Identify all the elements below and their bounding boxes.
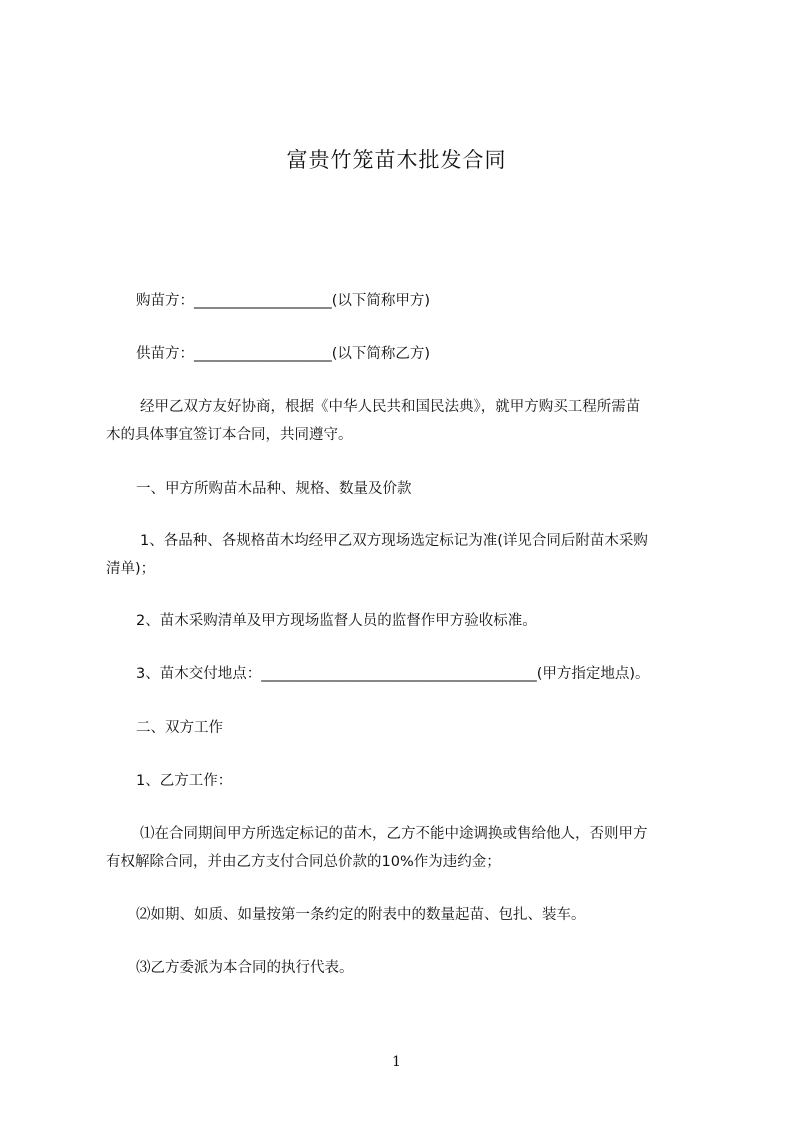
section-1-item-3: 3、苗木交付地点：______________________________________(甲方指定地点)。 bbox=[136, 666, 650, 682]
page-number: 1 bbox=[392, 1054, 401, 1070]
section-2-paragraph-3: ⑶乙方委派为本合同的执行代表。 bbox=[136, 960, 354, 976]
section-2-paragraph-2: ⑵如期、如质、如量按第一条约定的附表中的数量起苗、包扎、装车。 bbox=[136, 907, 586, 923]
section-1-item-1-line-2: 清单)； bbox=[106, 561, 156, 577]
section-2-paragraph-1-line-1: ⑴在合同期间甲方所选定标记的苗木，乙方不能中途调换或售给他人，否则甲方 bbox=[140, 826, 648, 842]
section-2-paragraph-1-line-2: 有权解除合同，并由乙方支付合同总价款的10%作为违约金； bbox=[106, 854, 501, 870]
intro-paragraph-line-2: 木的具体事宜签订本合同，共同遵守。 bbox=[106, 427, 353, 443]
section-2-heading: 二、双方工作 bbox=[136, 720, 223, 736]
section-1-item-2: 2、苗木采购清单及甲方现场监督人员的监督作甲方验收标准。 bbox=[136, 613, 537, 629]
intro-paragraph-line-1: 经甲乙双方友好协商，根据《中华人民共和国民法典》，就甲方购买工程所需苗 bbox=[140, 399, 641, 415]
document-title: 富贵竹笼苗木批发合同 bbox=[286, 148, 507, 172]
supplier-line: 供苗方：___________________(以下简称乙方) bbox=[136, 346, 431, 362]
section-1-heading: 一、甲方所购苗木品种、规格、数量及价款 bbox=[136, 481, 412, 497]
buyer-line: 购苗方：___________________(以下简称甲方) bbox=[136, 293, 431, 309]
section-2-subheading-1: 1、乙方工作： bbox=[136, 773, 233, 789]
section-1-item-1-line-1: 1、各品种、各规格苗木均经甲乙双方现场选定标记为准(详见合同后附苗木采购 bbox=[140, 533, 648, 549]
